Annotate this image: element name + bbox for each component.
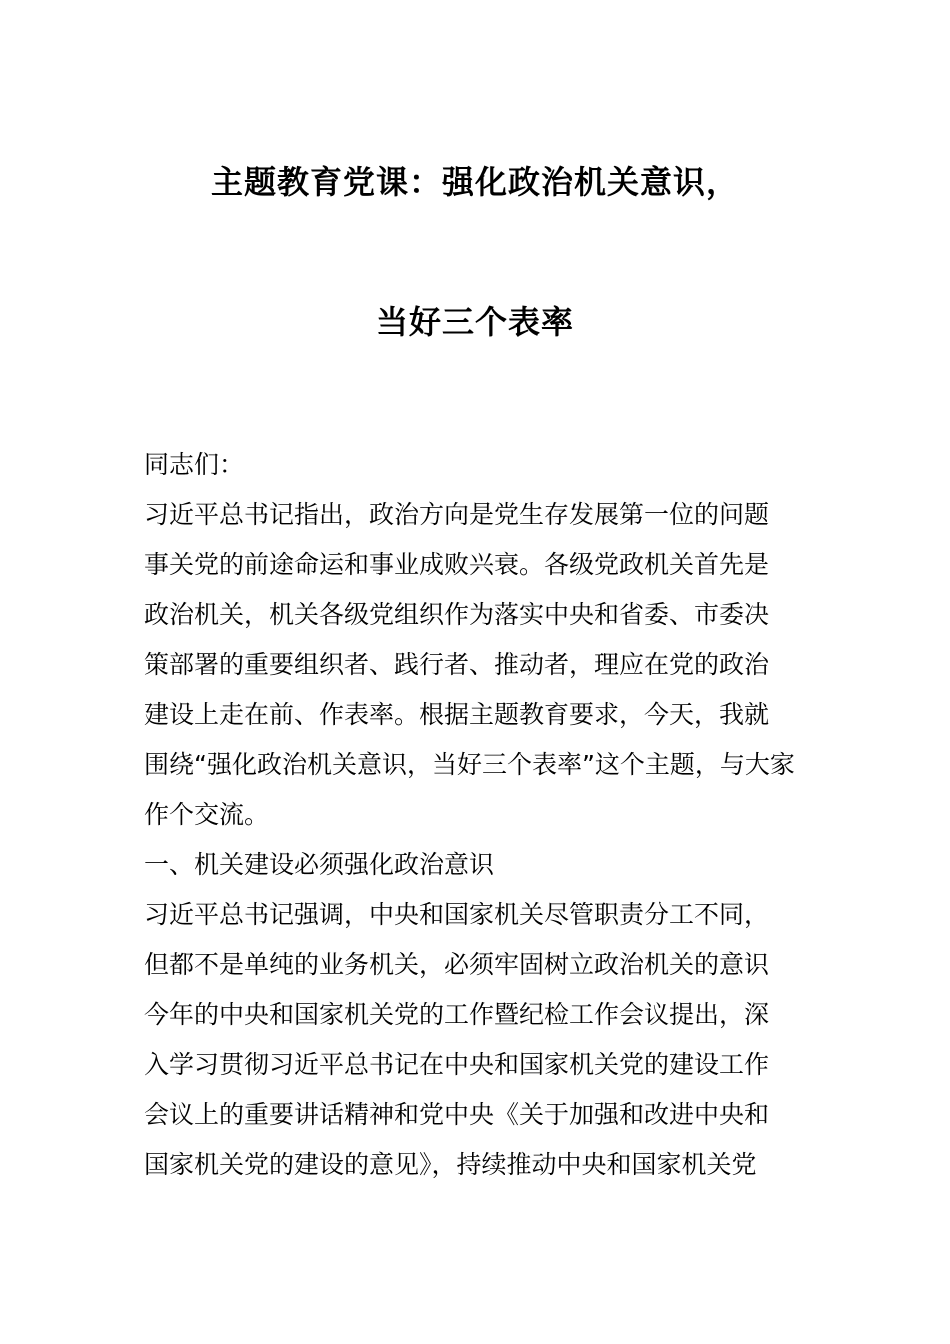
section-heading: 一、机关建设必须强化政治意识 bbox=[144, 850, 495, 879]
body-line: 今年的中央和国家机关党的工作暨纪检工作会议提出，深 bbox=[144, 1000, 770, 1029]
body-line: 会议上的重要讲话精神和党中央《关于加强和改进中央和 bbox=[144, 1100, 770, 1129]
body-line: 事关党的前途命运和事业成败兴衰。各级党政机关首先是 bbox=[144, 550, 770, 579]
body-line: 习近平总书记指出，政治方向是党生存发展第一位的问题 bbox=[144, 500, 770, 529]
body-line: 策部署的重要组织者、践行者、推动者，理应在党的政治 bbox=[144, 650, 770, 679]
body-line: 入学习贯彻习近平总书记在中央和国家机关党的建设工作 bbox=[144, 1050, 770, 1079]
title-line-1: 主题教育党课：强化政治机关意识， bbox=[210, 163, 739, 201]
body-line: 围绕“强化政治机关意识，当好三个表率”这个主题，与大家 bbox=[144, 750, 795, 779]
salutation: 同志们： bbox=[144, 450, 245, 479]
body-line: 但都不是单纯的业务机关，必须牢固树立政治机关的意识 bbox=[144, 950, 770, 979]
body-line: 建设上走在前、作表率。根据主题教育要求，今天，我就 bbox=[144, 700, 770, 729]
body-line: 习近平总书记强调，中央和国家机关尽管职责分工不同， bbox=[144, 900, 770, 929]
body-line: 国家机关党的建设的意见》，持续推动中央和国家机关党 bbox=[144, 1150, 757, 1179]
document-body bbox=[144, 440, 824, 1190]
body-line: 作个交流。 bbox=[144, 800, 270, 829]
title-line-2: 当好三个表率 bbox=[375, 303, 574, 341]
body-line: 政治机关，机关各级党组织作为落实中央和省委、市委决 bbox=[144, 600, 770, 629]
